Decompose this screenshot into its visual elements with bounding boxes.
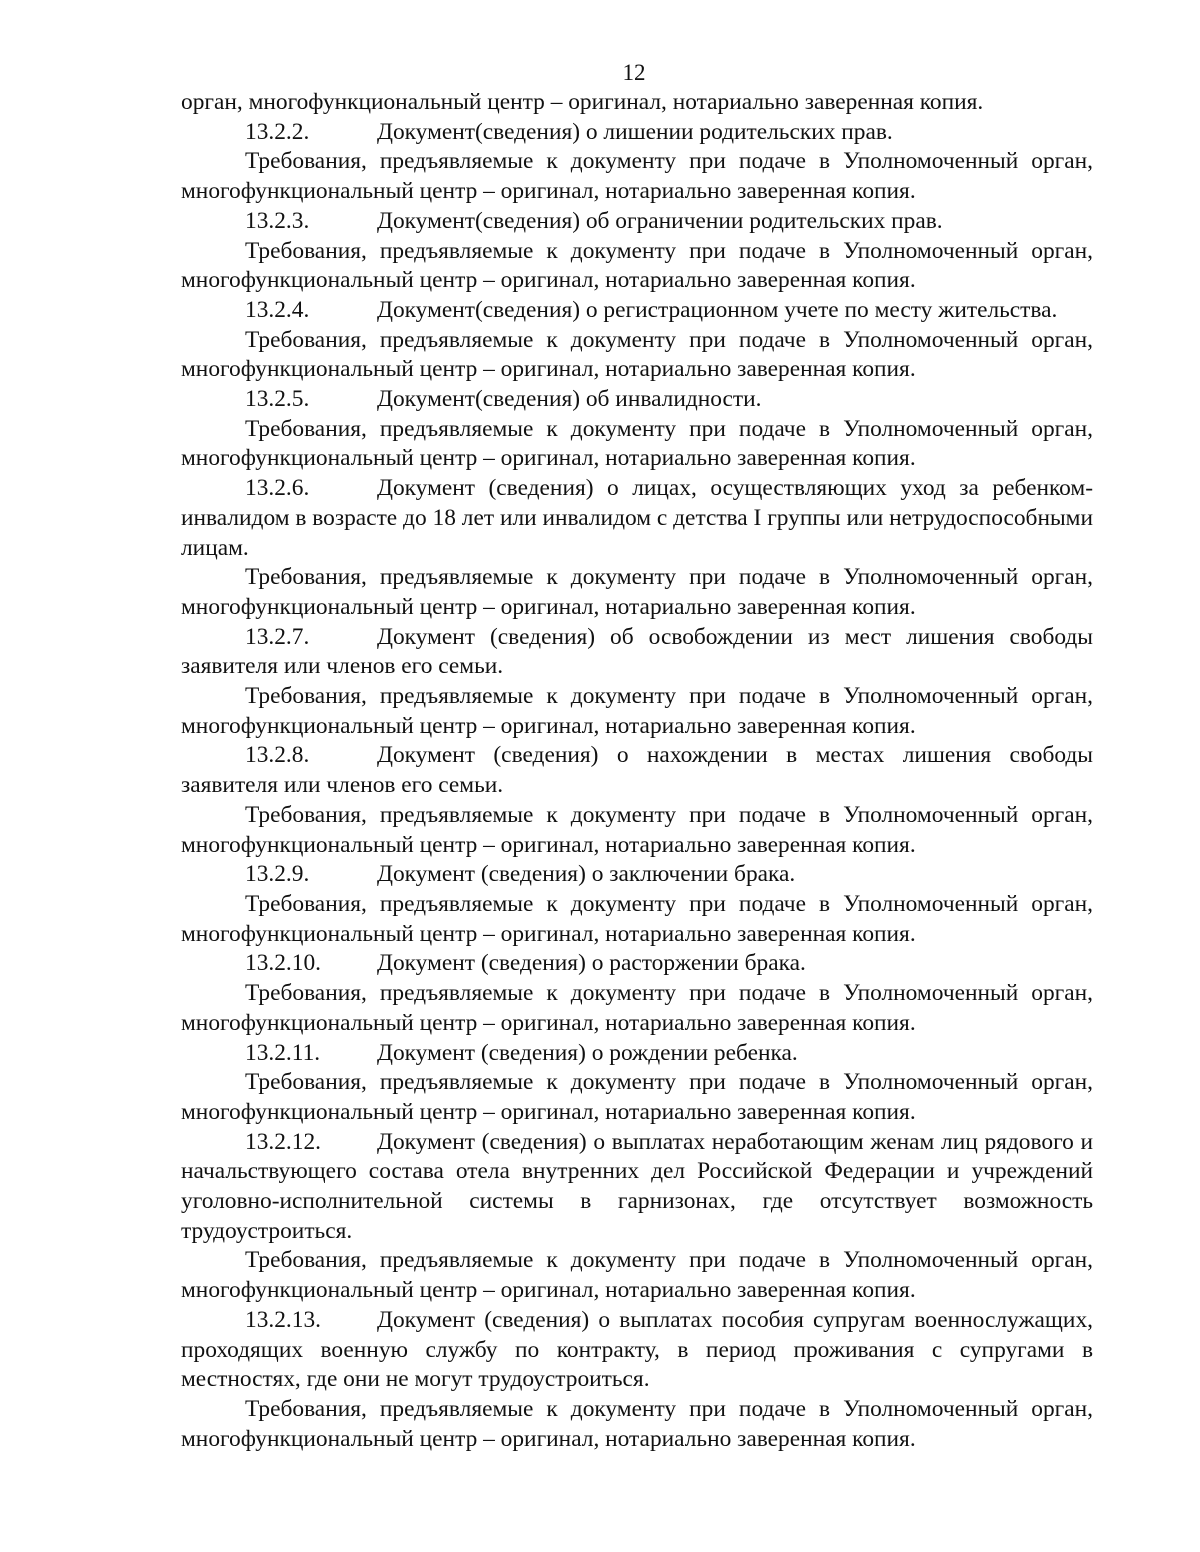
item-13-2-10 bbox=[181, 949, 1093, 979]
item-number: 13.2.3. bbox=[245, 207, 310, 234]
requirement-paragraph: Требования, предъявляемые к документу при подаче в Уполномоченный орган, многофункциональный центр – оригинал, нотариально заверенная копия. bbox=[181, 890, 1093, 947]
requirement-paragraph: Требования, предъявляемые к документу при подаче в Уполномоченный орган, многофункциональный центр – оригинал, нотариально заверенная копия. bbox=[181, 237, 1093, 294]
requirement-paragraph: Требования, предъявляемые к документу при подаче в Уполномоченный орган, многофункциональный центр – оригинал, нотариально заверенная копия. bbox=[181, 564, 1093, 620]
requirement-paragraph: Требования, предъявляемые к документу при подаче в Уполномоченный орган, многофункциональный центр – оригинал, нотариально заверенная копия. bbox=[181, 326, 1093, 383]
item-number: 13.2.4. bbox=[245, 296, 310, 323]
item-13-2-7 bbox=[181, 623, 1093, 682]
item-13-2-8 bbox=[181, 741, 1093, 800]
item-text: Документ (сведения) о выплатах неработающим женам лиц рядового и начальствующего состава отела внутренних дел Российской Федерации и учреждений уголовно-исполнительной системы в гарнизонах, где отсутствует возможность трудоустроиться. bbox=[181, 1128, 1093, 1244]
item-text: Документ (сведения) о лицах, осуществляющих уход за ребенком-инвалидом в возрасте до 18 лет или инвалидом с детства I группы или нетрудоспособными лицам. bbox=[181, 475, 1093, 561]
requirement-paragraph: Требования, предъявляемые к документу при подаче в Уполномоченный орган, многофункциональный центр – оригинал, нотариально заверенная копия. bbox=[181, 801, 1093, 858]
item-text: Документ(сведения) о регистрационном учете по месту жительства. bbox=[377, 296, 1058, 323]
item-text: Документ(сведения) об ограничении родительских прав. bbox=[377, 207, 943, 234]
item-number: 13.2.12. bbox=[245, 1128, 322, 1155]
requirement-paragraph: Требования, предъявляемые к документу при подаче в Уполномоченный орган, многофункциональный центр – оригинал, нотариально заверенная копия. bbox=[181, 1069, 1093, 1125]
requirement-paragraph: Требования, предъявляемые к документу при подаче в Уполномоченный орган, многофункциональный центр – оригинал, нотариально заверенная копия. bbox=[181, 1247, 1093, 1304]
item-number: 13.2.6. bbox=[245, 475, 310, 502]
item-13-2-5 bbox=[181, 385, 1093, 415]
item-text: Документ (сведения) о рождении ребенка. bbox=[377, 1039, 798, 1066]
item-number: 13.2.10. bbox=[245, 950, 322, 977]
item-13-2-4 bbox=[181, 296, 1093, 326]
item-text: Документ(сведения) об инвалидности. bbox=[377, 386, 762, 413]
document-body bbox=[181, 88, 1093, 1454]
item-number: 13.2.5. bbox=[245, 386, 310, 413]
item-13-2-3 bbox=[181, 207, 1093, 237]
continued-paragraph: орган, многофункциональный центр – оригинал, нотариально заверенная копия. bbox=[181, 89, 984, 115]
item-text: Документ (сведения) о заключении брака. bbox=[377, 861, 796, 888]
item-13-2-12 bbox=[181, 1128, 1093, 1247]
requirement-paragraph: Требования, предъявляемые к документу при подаче в Уполномоченный орган, многофункциональный центр – оригинал, нотариально заверенная копия. bbox=[181, 148, 1093, 205]
item-number: 13.2.13. bbox=[245, 1306, 322, 1333]
item-text: Документ(сведения) о лишении родительских прав. bbox=[377, 118, 893, 145]
item-13-2-2 bbox=[181, 118, 1093, 148]
item-text: Документ (сведения) о нахождении в местах лишения свободы заявителя или членов его семьи. bbox=[181, 742, 1093, 799]
item-13-2-13 bbox=[181, 1306, 1093, 1395]
item-number: 13.2.7. bbox=[245, 623, 310, 650]
item-13-2-6 bbox=[181, 474, 1093, 563]
item-text: Документ (сведения) об освобождении из мест лишения свободы заявителя или членов его семьи. bbox=[181, 623, 1093, 680]
item-number: 13.2.8. bbox=[245, 742, 310, 769]
page-number: 12 bbox=[622, 60, 646, 85]
item-text: Документ (сведения) о расторжении брака. bbox=[377, 950, 806, 977]
item-number: 13.2.2. bbox=[245, 118, 310, 145]
requirement-paragraph: Требования, предъявляемые к документу при подаче в Уполномоченный орган, многофункциональный центр – оригинал, нотариально заверенная копия. bbox=[181, 415, 1093, 472]
item-13-2-9 bbox=[181, 860, 1093, 890]
item-number: 13.2.9. bbox=[245, 861, 310, 888]
requirement-paragraph: Требования, предъявляемые к документу при подаче в Уполномоченный орган, многофункциональный центр – оригинал, нотариально заверенная копия. bbox=[181, 1395, 1093, 1452]
item-13-2-11 bbox=[181, 1039, 1093, 1069]
requirement-paragraph: Требования, предъявляемые к документу при подаче в Уполномоченный орган, многофункциональный центр – оригинал, нотариально заверенная копия. bbox=[181, 980, 1093, 1036]
requirement-paragraph: Требования, предъявляемые к документу при подаче в Уполномоченный орган, многофункциональный центр – оригинал, нотариально заверенная копия. bbox=[181, 683, 1093, 739]
item-number: 13.2.11. bbox=[245, 1039, 321, 1066]
item-text: Документ (сведения) о выплатах пособия супругам военнослужащих, проходящих военную службу по контракту, в период проживания с супругами в местностях, где они не могут трудоустроиться. bbox=[181, 1306, 1093, 1393]
